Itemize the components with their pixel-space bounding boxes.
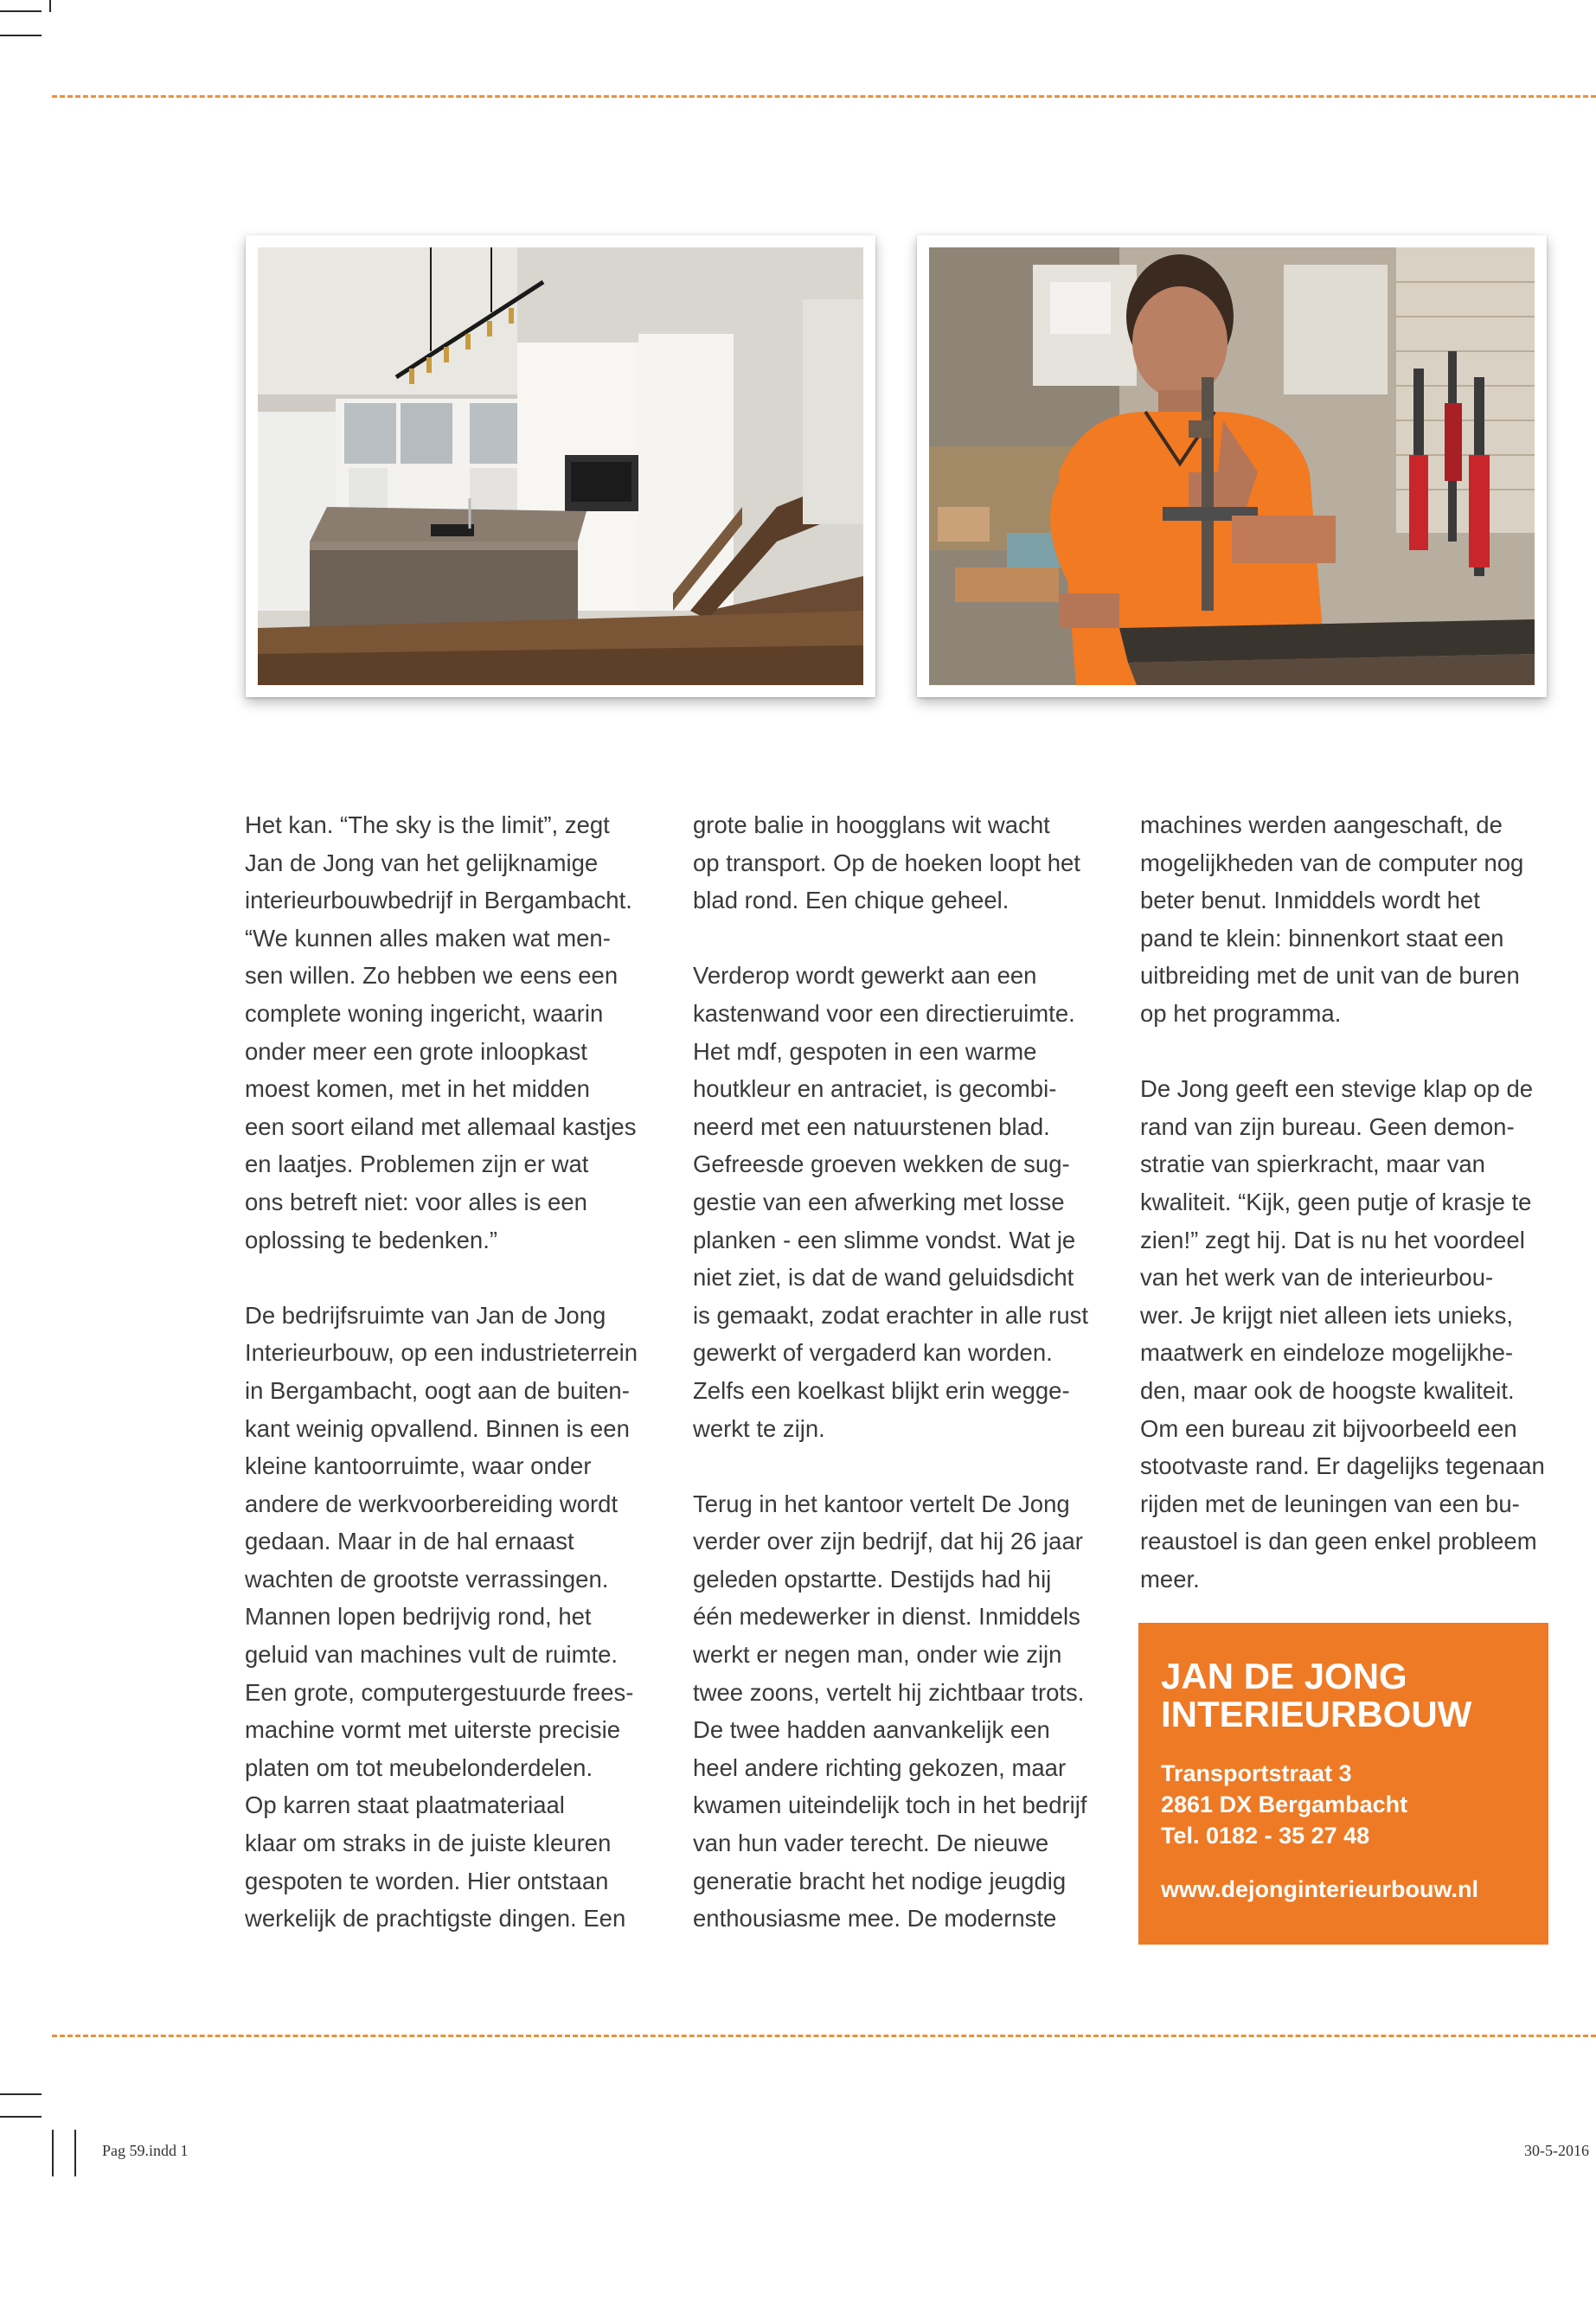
text-column-1 xyxy=(245,806,677,1938)
paragraph: Het kan. “The sky is the limit”, zegt Jan de Jong van het gelijknamige interieurbouwbedrijf in Bergambacht. “We kunnen alles maken wat men- sen willen. Zo hebben we eens een complete woning ingericht, waarin onder meer een grote inloopkast moest komen, met in het midden een soort eiland met allemaal kastjes en laatjes. Problemen zijn er wat ons betreft niet: voor alles is een oplossing te bedenken.” xyxy=(245,811,637,1253)
paragraph: De Jong geeft een stevige klap op de rand van zijn bureau. Geen demon- stratie van spierkracht, maar van kwaliteit. “Kijk, geen putje of krasje te zien!” zegt hij. Dat is nu het voordeel van het werk van de interieurbou- wer. Je krijgt niet alleen iets unieks, maatwerk en eindeloze mogelijkhe- den, maar ook de hoogste kwaliteit. Om een bureau zit bijvoorbeeld een stootvaste rand. Er dagelijks tegenaan rijden met de leuningen van een bu- reaustoel is dan geen enkel probleem meer. xyxy=(1140,1075,1545,1593)
paragraph: Terug in het kantoor vertelt De Jong verder over zijn bedrijf, dat hij 26 jaar geleden opstartte. Destijds had hij één medewerker in dienst. Inmiddels werkt er negen man, onder wie zijn twee zoons, vertelt hij zichtbaar trots. De twee hadden aanvankelijk een heel andere richting gekozen, maar kwamen uiteindelijk toch in het bedrijf van hun vader terecht. De nieuwe generatie bracht het nodige jeugdig enthousiasme mee. De modernste xyxy=(693,1490,1087,1932)
company-website-link[interactable]: www.dejonginterieurbouw.nl xyxy=(1161,1876,1478,1902)
text-column-2 xyxy=(693,806,1125,1938)
company-name: JAN DE JONG INTERIEURBOUW xyxy=(1161,1656,1472,1734)
paragraph: De bedrijfsruimte van Jan de Jong Interieurbouw, op een industrieterrein in Bergambacht, oogt aan de buiten- kant weinig opvallend. Binnen is een kleine kantoorruimte, waar onder andere de werkvoorbereiding wordt gedaan. Maar in de hal ernaast wachten de grootste verrassingen. Mannen lopen bedrijvig rond, het geluid van machines vult de ruimte. Een grote, computergestuurde frees- machine vormt met uiterste precisie platen om tot meubelonderdelen. Op karren staat plaatmateriaal klaar om straks in de juiste kleuren gespoten te worden. Hier ontstaan werkelijk de prachtigste dingen. Een xyxy=(245,1301,638,1932)
paragraph: Verderop wordt gewerkt aan een kastenwand voor een directieruimte. Het mdf, gespoten in een warme houtkleur en antraciet, is gecombi- neerd met een natuurstenen blad. Gefreesde groeven wekken de sug- gestie van een afwerking met losse planken - een slimme vondst. Wat je niet ziet, is dat de wand geluidsdicht is gemaakt, zodat erachter in alle rust gewerkt of vergaderd kan worden. Zelfs een koelkast blijkt erin wegge- werkt te zijn. xyxy=(693,962,1089,1442)
company-address: Transportstraat 3 2861 DX Bergambacht Tel. 0182 - 35 27 48 xyxy=(1161,1760,1408,1849)
crop-mark-top-vertical xyxy=(49,0,51,12)
crop-mark-top-horizontal-1 xyxy=(0,10,42,12)
company-info-box xyxy=(1138,1623,1548,1945)
crop-mark-bottom-horizontal-2 xyxy=(0,2116,42,2118)
kitchen-photo xyxy=(246,235,875,697)
craftsman-photo xyxy=(917,235,1547,697)
paragraph: machines werden aangeschaft, de mogelijkheden van de computer nog beter benut. Inmiddels wordt het pand te klein: binnenkort staat een uitbreiding met de unit van de buren op het programma. xyxy=(1140,811,1524,1027)
crop-mark-bottom-horizontal-1 xyxy=(0,2093,42,2095)
file-slug: Pag 59.indd 1 xyxy=(102,2142,189,2159)
bottom-dashed-line xyxy=(52,2035,1596,2037)
crop-mark-bottom-vertical-1 xyxy=(52,2130,54,2176)
crop-mark-top-horizontal-2 xyxy=(0,35,42,36)
paragraph: grote balie in hoogglans wit wacht op transport. Op de hoeken loopt het blad rond. Een chique geheel. xyxy=(693,811,1080,914)
kitchen-photo-image xyxy=(258,247,863,685)
craftsman-photo-image xyxy=(929,247,1535,685)
print-date: 30-5-2016 xyxy=(1524,2142,1589,2159)
top-dashed-line xyxy=(52,95,1596,98)
text-column-3 xyxy=(1140,806,1573,1598)
crop-mark-bottom-vertical-2 xyxy=(74,2130,76,2176)
